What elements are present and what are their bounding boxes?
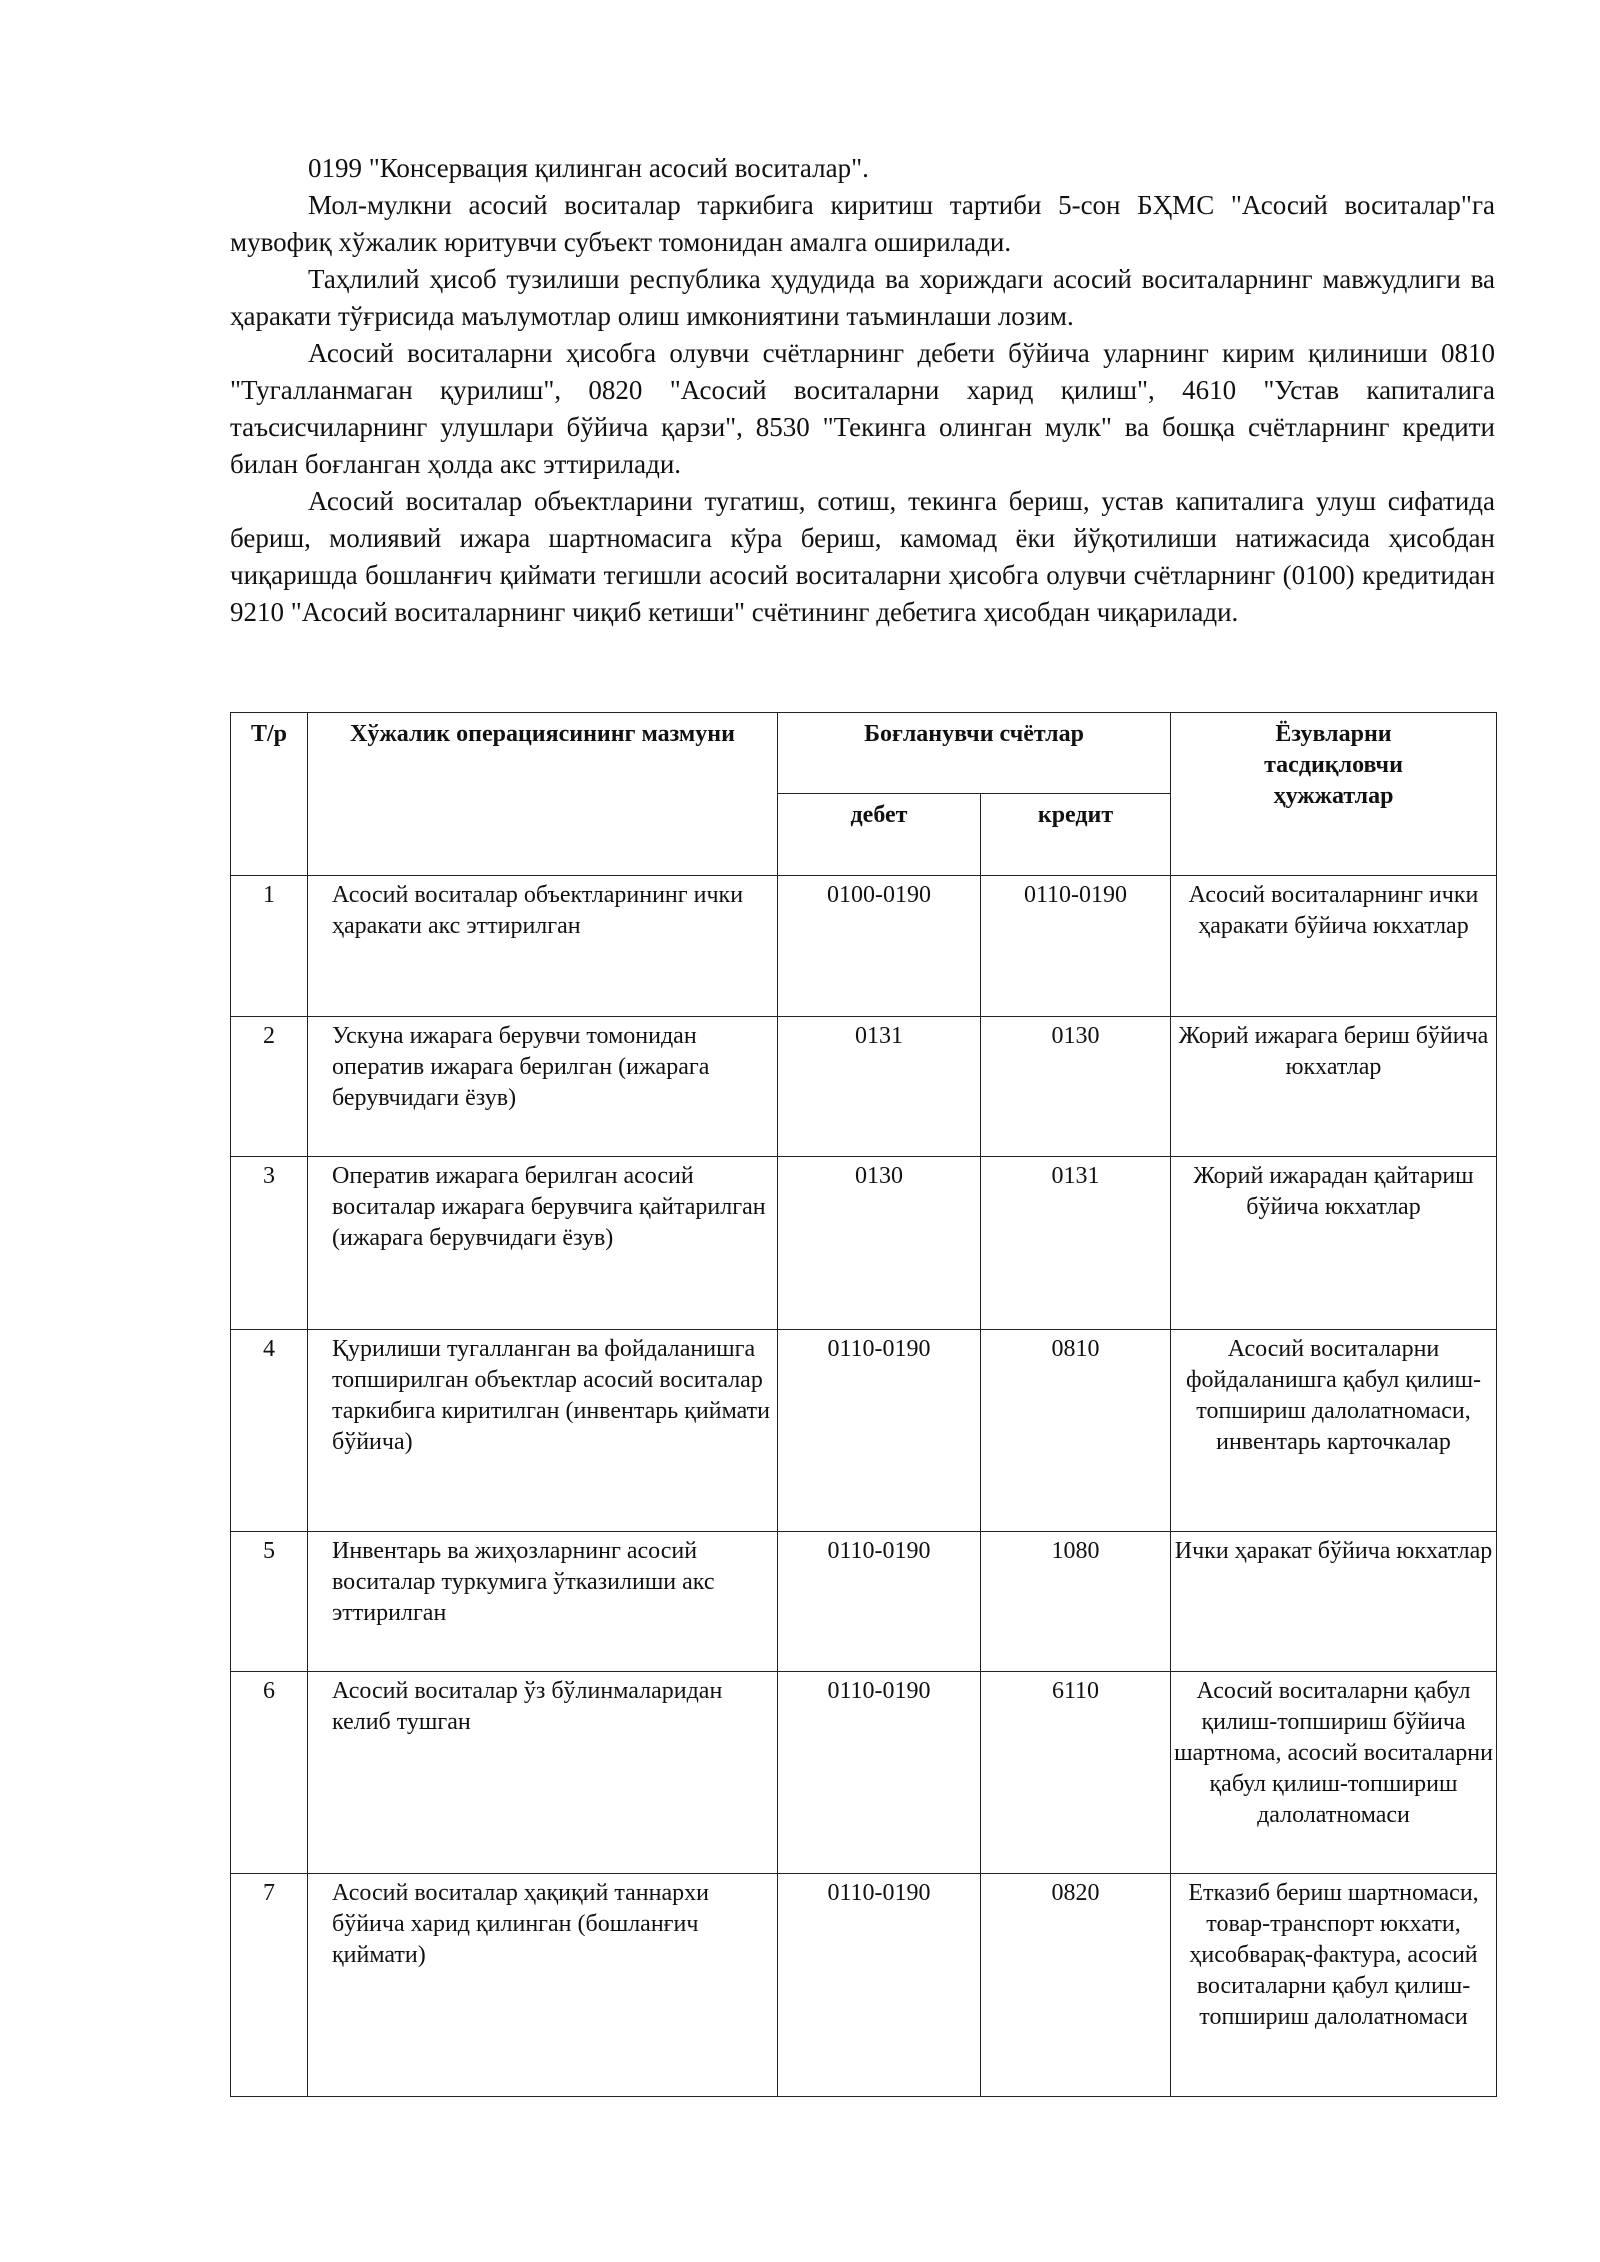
row-debit: 0131 <box>778 1017 981 1157</box>
row-documents: Жорий ижарага бериш бўйича юкхатлар <box>1171 1017 1497 1157</box>
row-credit: 0130 <box>981 1017 1171 1157</box>
paragraph-analytical-accounting: Таҳлилий ҳисоб тузилиши республика ҳудудида ва хориждаги асосий воситаларнинг мавжудлиги ва ҳаракати тўғрисида маълумотлар олиш имкониятини таъминлаши лозим. <box>230 264 1495 331</box>
row-description: Асосий воситалар ўз бўлинмаларидан келиб тушган <box>308 1672 778 1874</box>
row-documents: Жорий ижарадан қайтариш бўйича юкхатлар <box>1171 1157 1497 1330</box>
header-credit: кредит <box>981 794 1171 876</box>
table-row <box>231 1330 1497 1532</box>
table-row <box>231 876 1497 1017</box>
row-num: 2 <box>231 1017 308 1157</box>
row-debit: 0110-0190 <box>778 1532 981 1672</box>
header-description-text: Хўжалик операциясининг мазмуни <box>350 721 735 747</box>
row-description: Инвентарь ва жиҳозларнинг асосий воситалар туркумига ўтказилиши акс эттирилган <box>308 1532 778 1672</box>
header-description <box>308 713 778 876</box>
row-description: Оператив ижарага берилган асосий воситалар ижарага берувчига қайтарилган (ижарага берувчидаги ёзув) <box>308 1157 778 1330</box>
row-num: 6 <box>231 1672 308 1874</box>
header-accounts: Боғланувчи счётлар <box>778 713 1171 794</box>
row-credit: 0110-0190 <box>981 876 1171 1017</box>
row-num: 1 <box>231 876 308 1017</box>
row-num: 7 <box>231 1874 308 2097</box>
row-description: Асосий воситалар объектларининг ички ҳаракати акс эттирилган <box>308 876 778 1017</box>
table-row <box>231 1672 1497 1874</box>
row-num: 5 <box>231 1532 308 1672</box>
table-header-row <box>231 713 1497 794</box>
row-credit: 0131 <box>981 1157 1171 1330</box>
row-credit: 0810 <box>981 1330 1171 1532</box>
header-documents <box>1171 713 1497 876</box>
row-credit: 0820 <box>981 1874 1171 2097</box>
row-description: Асосий воситалар ҳақиқий таннархи бўйича харид қилинган (бошланғич қиймати) <box>308 1874 778 2097</box>
row-description: Ускуна ижарага берувчи томонидан оператив ижарага берилган (ижарага берувчидаги ёзув) <box>308 1017 778 1157</box>
row-debit: 0110-0190 <box>778 1874 981 2097</box>
table-row <box>231 1874 1497 2097</box>
table-row <box>231 1157 1497 1330</box>
table-row <box>231 1532 1497 1672</box>
header-num: Т/р <box>231 713 308 876</box>
paragraph-write-off: Асосий воситалар объектларини тугатиш, сотиш, текинга бериш, устав капиталига улуш сифатида бериш, молиявий ижара шартномасига кўра бериш, камомад ёки йўқотилиши натижасида ҳисобдан чиқаришда бошланғич қиймати тегишли асосий воситаларни ҳисобга олувчи счётларнинг (0100) кредитидан 9210 "Асосий воситаларнинг чиқиб кетиши" счётининг дебетига ҳисобдан чиқарилади. <box>230 486 1495 627</box>
row-documents: Етказиб бериш шартномаси, товар-транспорт юкхати, ҳисобварақ-фактура, асосий воситаларни қабул қилиш-топшириш далолатномаси <box>1171 1874 1497 2097</box>
header-debit: дебет <box>778 794 981 876</box>
row-credit: 1080 <box>981 1532 1171 1672</box>
header-documents-text: Ёзувларни тасдиқловчи ҳужжатлар <box>1264 721 1403 809</box>
paragraph-inclusion-order: Мол-мулкни асосий воситалар таркибига киритиш тартиби 5-сон БҲМС "Асосий воситалар"га мувофиқ хўжалик юритувчи субъект томонидан амалга оширилади. <box>230 190 1495 257</box>
row-documents: Асосий воситаларни қабул қилиш-топшириш бўйича шартнома, асосий воситаларни қабул қилиш-топшириш далолатномаси <box>1171 1672 1497 1874</box>
row-credit: 6110 <box>981 1672 1171 1874</box>
row-num: 4 <box>231 1330 308 1532</box>
document-body <box>230 150 1495 631</box>
row-description: Қурилиши тугалланган ва фойдаланишга топширилган объектлар асосий воситалар таркибига киритилган (инвентарь қиймати бўйича) <box>308 1330 778 1532</box>
row-documents: Ички ҳаракат бўйича юкхатлар <box>1171 1532 1497 1672</box>
row-debit: 0110-0190 <box>778 1672 981 1874</box>
row-documents: Асосий воситаларни фойдаланишга қабул қилиш-топшириш далолатномаси, инвентарь карточкалар <box>1171 1330 1497 1532</box>
row-debit: 0130 <box>778 1157 981 1330</box>
row-debit: 0110-0190 <box>778 1330 981 1532</box>
paragraph-account-0199: 0199 "Консервация қилинган асосий воситалар". <box>308 153 869 183</box>
paragraph-debit-entries: Асосий воситаларни ҳисобга олувчи счётларнинг дебети бўйича уларнинг кирим қилиниши 0810 "Тугалланмаган қурилиш", 0820 "Асосий воситаларни харид қилиш", 4610 "Устав капиталига таъсисчиларнинг улушлари бўйича қарзи", 8530 "Текинга олинган мулк" ва бошқа счётларнинг кредити билан боғланган ҳолда акс эттирилади. <box>230 338 1495 479</box>
table-row <box>231 1017 1497 1157</box>
row-debit: 0100-0190 <box>778 876 981 1017</box>
row-documents: Асосий воситаларнинг ички ҳаракати бўйича юкхатлар <box>1171 876 1497 1017</box>
row-num: 3 <box>231 1157 308 1330</box>
operations-table <box>230 712 1497 2097</box>
